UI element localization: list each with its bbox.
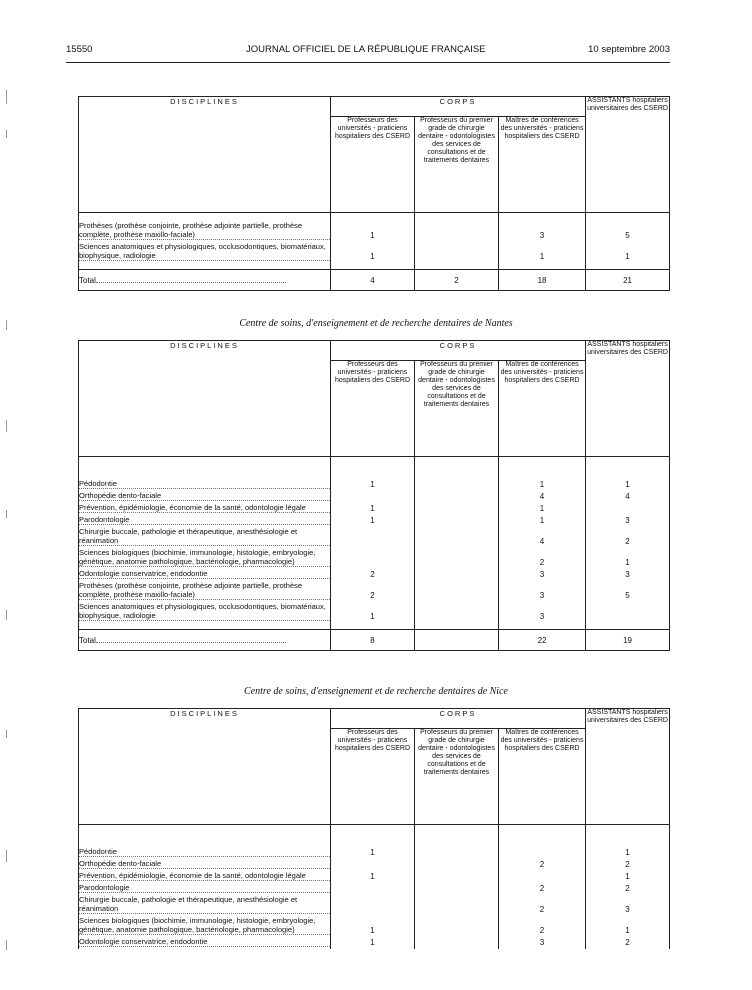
journal-title: JOURNAL OFFICIEL DE LA RÉPUBLIQUE FRANÇAISE — [246, 44, 486, 55]
discipline-cell — [79, 548, 331, 569]
maitres-header: Maîtres de conférences des universités - praticiens hospitaliers des CSERD — [499, 117, 586, 213]
table-nantes — [78, 340, 670, 651]
table-row — [79, 491, 670, 503]
discipline-cell — [79, 491, 331, 503]
scan-margin-marks — [6, 90, 8, 970]
discipline-cell — [79, 937, 331, 949]
value-pu — [331, 895, 415, 916]
table-row — [79, 602, 670, 623]
discipline-cell — [79, 213, 331, 243]
corps-header: CORPS — [331, 97, 586, 117]
value-pg — [415, 581, 499, 602]
total-pg: 2 — [415, 270, 499, 291]
discipline-cell — [79, 871, 331, 883]
discipline-label: Sciences anatomiques et physiologiques, occlusodontiques, biomatériaux, biophysique, radiologie — [79, 602, 330, 621]
professeurs-header: Professeurs des universités - praticiens hospitaliers des CSERD — [331, 117, 415, 213]
value-as: 1 — [625, 252, 630, 261]
value-pg — [415, 242, 499, 263]
discipline-label: Sciences biologiques (biochimie, immunologie, histologie, embryologie, génétique, anatomie pathologique, bactériologie, pharmacologie) — [79, 916, 330, 935]
value-as: 2 — [625, 938, 630, 947]
discipline-label: Pédodontie — [79, 479, 330, 489]
table-row — [79, 527, 670, 548]
value-mc — [499, 871, 586, 883]
page-number: 15550 — [66, 44, 93, 55]
value-pg — [415, 503, 499, 515]
discipline-label: Orthopédie dento-faciale — [79, 859, 330, 869]
maitres-header: Maîtres de conférences des universités - praticiens hospitaliers des CSERD — [499, 729, 586, 825]
table-row — [79, 515, 670, 527]
table-row — [79, 548, 670, 569]
value-pg — [415, 527, 499, 548]
table-row — [79, 895, 670, 916]
value-mc: 1 — [499, 457, 586, 492]
value-as: 5 — [625, 231, 630, 240]
professeurs-header: Professeurs des universités - praticiens hospitaliers des CSERD — [331, 361, 415, 457]
discipline-label: Pédodontie — [79, 847, 330, 857]
value-pu: 1 — [331, 825, 415, 860]
corps-header: CORPS — [331, 341, 586, 361]
value-pg — [415, 937, 499, 949]
discipline-label: Chirurgie buccale, pathologie et thérapeutique, anesthésiologie et réanimation — [79, 527, 330, 546]
assistants-header: ASSISTANTS hospitaliers universitaires des CSERD — [586, 341, 670, 457]
discipline-cell — [79, 515, 331, 527]
value-pu — [331, 527, 415, 548]
total-row — [79, 270, 670, 291]
table-body — [79, 457, 670, 630]
value-mc: 1 — [499, 242, 586, 263]
value-pu: 2 — [331, 581, 415, 602]
table-row — [79, 581, 670, 602]
discipline-cell — [79, 825, 331, 860]
total-row — [79, 630, 670, 651]
value-pu: 1 — [331, 213, 415, 243]
value-mc: 1 — [499, 503, 586, 515]
value-as — [586, 503, 670, 515]
value-pg — [415, 569, 499, 581]
discipline-cell — [79, 527, 331, 548]
discipline-cell — [79, 242, 331, 263]
total-mc: 22 — [499, 630, 586, 651]
total-label: Total — [79, 275, 96, 285]
value-pu: 1 — [331, 242, 415, 263]
caption-nice: Centre de soins, d'enseignement et de recherche dentaires de Nice — [244, 686, 508, 697]
table-row — [79, 883, 670, 895]
value-mc — [499, 825, 586, 860]
assistants-header: ASSISTANTS hospitaliers universitaires des CSERD — [586, 709, 670, 825]
discipline-label: Parodontologie — [79, 515, 330, 525]
value-as: 4 — [625, 492, 630, 501]
caption-nantes: Centre de soins, d'enseignement et de recherche dentaires de Nantes — [239, 318, 513, 329]
disciplines-header: DISCIPLINES — [79, 341, 331, 457]
value-mc: 2 — [499, 883, 586, 895]
value-as: 2 — [625, 537, 630, 546]
value-as — [586, 602, 670, 623]
table-row — [79, 871, 670, 883]
value-mc: 4 — [499, 491, 586, 503]
total-pg — [415, 630, 499, 651]
value-pu: 1 — [331, 871, 415, 883]
table-continued — [78, 96, 670, 291]
value-mc: 3 — [499, 569, 586, 581]
discipline-label: Chirurgie buccale, pathologie et thérapeutique, anesthésiologie et réanimation — [79, 895, 330, 914]
value-as: 3 — [625, 905, 630, 914]
value-pg — [415, 602, 499, 623]
assistants-header: ASSISTANTS hospitaliers universitaires des CSERD — [586, 97, 670, 213]
discipline-label: Orthopédie dento-faciale — [79, 491, 330, 501]
value-mc: 3 — [499, 581, 586, 602]
value-pg — [415, 895, 499, 916]
discipline-label: Odontologie conservatrice, endodontie — [79, 569, 330, 579]
value-as: 1 — [625, 848, 630, 857]
total-as: 19 — [586, 630, 670, 651]
discipline-cell — [79, 916, 331, 937]
value-pg — [415, 457, 499, 492]
discipline-label: Sciences biologiques (biochimie, immunologie, histologie, embryologie, génétique, anatomie pathologique, bactériologie, pharmacologie) — [79, 548, 330, 567]
value-as: 2 — [625, 860, 630, 869]
value-mc: 2 — [499, 895, 586, 916]
maitres-header: Maîtres de conférences des universités - praticiens hospitaliers des CSERD — [499, 361, 586, 457]
value-as: 5 — [625, 591, 630, 600]
value-pg — [415, 825, 499, 860]
value-as: 1 — [625, 872, 630, 881]
value-pu: 1 — [331, 503, 415, 515]
table-row — [79, 213, 670, 243]
value-pu: 1 — [331, 515, 415, 527]
discipline-cell — [79, 569, 331, 581]
total-mc: 18 — [499, 270, 586, 291]
header-rule — [66, 62, 670, 63]
discipline-label: Prothèses (prothèse conjointe, prothèse adjointe partielle, prothèse complète, prothèse maxillo-faciale) — [79, 581, 330, 600]
value-pg — [415, 515, 499, 527]
value-pg — [415, 883, 499, 895]
premier-grade-header: Professeurs du premier grade de chirurgie dentaire - odontologistes des services de consultations et de traitements dentaires — [415, 729, 499, 825]
disciplines-header: DISCIPLINES — [79, 97, 331, 213]
value-as: 3 — [625, 516, 630, 525]
total-label: Total — [79, 635, 96, 645]
discipline-cell — [79, 883, 331, 895]
value-pg — [415, 213, 499, 243]
publication-date: 10 septembre 2003 — [588, 44, 670, 55]
table-row — [79, 937, 670, 949]
value-pg — [415, 871, 499, 883]
discipline-cell — [79, 895, 331, 916]
table-row — [79, 859, 670, 871]
value-pu: 2 — [331, 569, 415, 581]
table-row — [79, 242, 670, 263]
value-mc: 3 — [499, 213, 586, 243]
table-row — [79, 569, 670, 581]
value-mc: 2 — [499, 548, 586, 569]
discipline-cell — [79, 859, 331, 871]
total-pu: 4 — [331, 270, 415, 291]
table-nice — [78, 708, 670, 949]
professeurs-header: Professeurs des universités - praticiens hospitaliers des CSERD — [331, 729, 415, 825]
premier-grade-header: Professeurs du premier grade de chirurgie dentaire - odontologistes des services de consultations et de traitements dentaires — [415, 361, 499, 457]
value-pu: 1 — [331, 937, 415, 949]
value-pu: 1 — [331, 602, 415, 623]
discipline-label: Prévention, épidémiologie, économie de la santé, odontologie légale — [79, 871, 330, 881]
value-mc: 2 — [499, 859, 586, 871]
table-body — [79, 825, 670, 950]
value-pg — [415, 916, 499, 937]
value-pg — [415, 491, 499, 503]
value-as: 1 — [625, 558, 630, 567]
total-as: 21 — [586, 270, 670, 291]
discipline-label: Parodontologie — [79, 883, 330, 893]
table-body — [79, 213, 670, 270]
discipline-cell — [79, 503, 331, 515]
disciplines-header: DISCIPLINES — [79, 709, 331, 825]
discipline-label: Sciences anatomiques et physiologiques, occlusodontiques, biomatériaux, biophysique, radiologie — [79, 242, 330, 261]
value-pu — [331, 548, 415, 569]
value-pg — [415, 859, 499, 871]
value-pg — [415, 548, 499, 569]
value-pu — [331, 491, 415, 503]
value-pu — [331, 859, 415, 871]
value-as: 1 — [625, 480, 630, 489]
table-row — [79, 916, 670, 937]
corps-header: CORPS — [331, 709, 586, 729]
value-pu: 1 — [331, 916, 415, 937]
value-pu: 1 — [331, 457, 415, 492]
discipline-cell — [79, 581, 331, 602]
page-header — [66, 44, 670, 60]
value-mc: 3 — [499, 937, 586, 949]
value-mc: 2 — [499, 916, 586, 937]
total-pu: 8 — [331, 630, 415, 651]
discipline-cell — [79, 602, 331, 623]
table-row — [79, 503, 670, 515]
discipline-label: Prothèses (prothèse conjointe, prothèse adjointe partielle, prothèse complète, prothèse maxillo-faciale) — [79, 221, 330, 240]
discipline-cell — [79, 457, 331, 492]
table-row — [79, 457, 670, 492]
value-pu — [331, 883, 415, 895]
discipline-label: Odontologie conservatrice, endodontie — [79, 937, 330, 947]
value-as: 2 — [625, 884, 630, 893]
value-mc: 1 — [499, 515, 586, 527]
value-mc: 4 — [499, 527, 586, 548]
table-row — [79, 825, 670, 860]
value-mc: 3 — [499, 602, 586, 623]
value-as: 3 — [625, 570, 630, 579]
discipline-label: Prévention, épidémiologie, économie de la santé, odontologie légale — [79, 503, 330, 513]
value-as: 1 — [625, 926, 630, 935]
premier-grade-header: Professeurs du premier grade de chirurgie dentaire - odontologistes des services de consultations et de traitements dentaires — [415, 117, 499, 213]
